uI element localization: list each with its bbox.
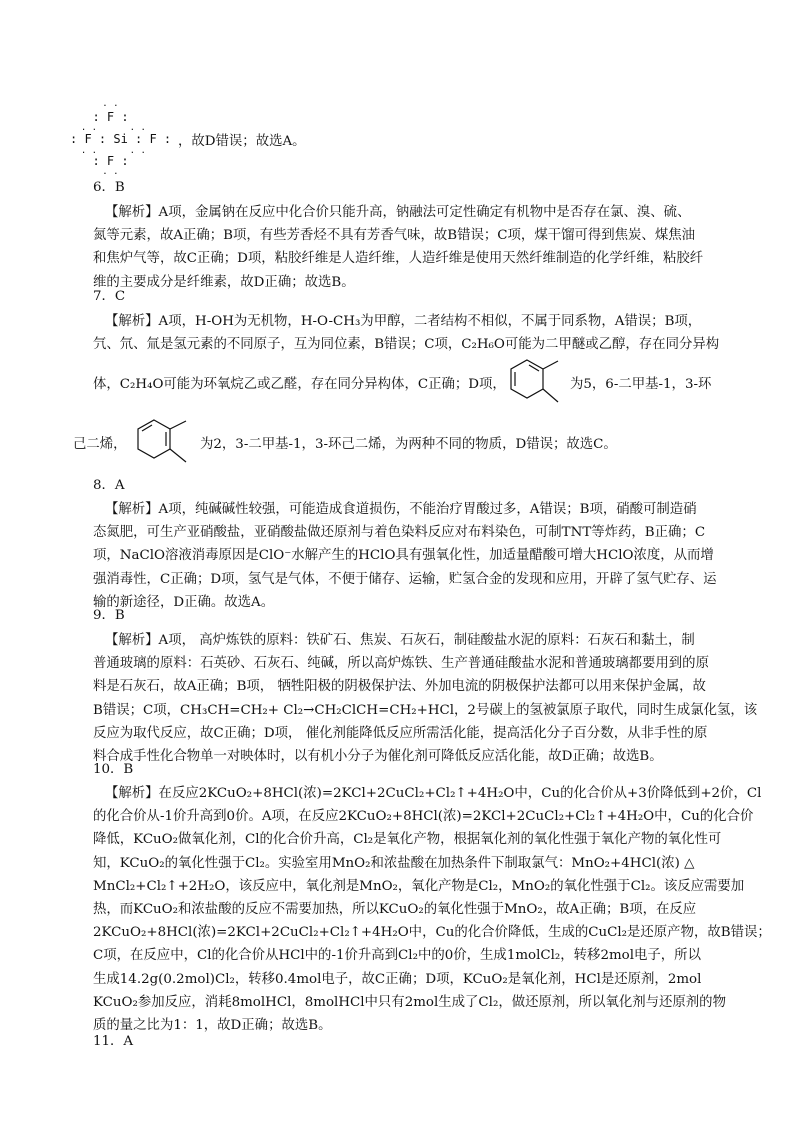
text-line: C项，在反应中，Cl的化合价从HCl中的-1价升高到Cl₂中的0价，生成1molCl₂，转移2mol电子，所以 xyxy=(93,948,701,964)
text-line: 料合成手性化合物单一对映体时，以有机小分子为催化剂可降低反应活化能，故D正确；故选B。 xyxy=(93,749,663,765)
answer-7-number: 7．C xyxy=(93,289,126,304)
answer-8-number: 8．A xyxy=(93,478,125,493)
text-line: 知，KCuO₂的氧化性强于Cl₂。实验室用MnO₂和浓盐酸在加热条件下制取氯气：MnO₂+4HCl(浓) △ xyxy=(93,855,695,871)
text-line: 反应为取代反应，故C正确；D项， 催化剂能降低反应所需活化能，提高活化分子百分数，从非手性的原 xyxy=(93,725,708,741)
answer-10-explanation xyxy=(93,782,771,1037)
text-line: 强消毒性，C正确；D项，氢气是气体，不便于储存、运输，贮氢合金的发现和应用，开辟了氢气贮存、运 xyxy=(93,571,717,587)
text-line: 降低，KCuO₂做氧化剂，Cl的化合价升高，Cl₂是氧化产物，根据氧化剂的氧化性强于氧化产物的氧化性可 xyxy=(93,832,722,848)
text-line: B错误；C项，CH₃CH=CH₂+ Cl₂→CH₂ClCH=CH₂+HCl，2号碳上的氢被氯原子取代，同时生成氯化氢，该 xyxy=(93,702,758,718)
text-line: 为2，3-二甲基-1，3-环己二烯，为两种不同的物质，D错误；故选C。 xyxy=(200,437,617,452)
text-line: 维的主要成分是纤维素，故D正确；故选B。 xyxy=(93,274,355,290)
answer-11-number: 11．A xyxy=(93,1034,134,1049)
text-line: 料是石灰石，故A正确；B项， 牺牲阳极的阴极保护法、外加电流的阴极保护法都可以用来保护金属，故 xyxy=(93,679,706,695)
text-line: 己二烯， xyxy=(73,437,127,452)
text-line: 和焦炉气等，故C正确；D项，粘胶纤维是人造纤维，人造纤维是使用天然纤维制造的化学纤维，粘胶纤 xyxy=(93,251,704,267)
text-line: 生成14.2g(0.2mol)Cl₂，转移0.4mol电子，故C正确；D项，KCuO₂是氧化剂，HCl是还原剂，2mol xyxy=(93,971,702,987)
answer-9-explanation xyxy=(93,629,758,768)
lewis-line-middle: : F : Si : F : xyxy=(70,132,172,146)
molecule-2-3-dimethyl-cyclohexadiene xyxy=(130,414,196,474)
document-page: . . : F : . . . . : F : Si : F : . . . . : F : . . ，故D错误；故选A。 6．B 【解析】A项，金属钠在反应中化合价只能升高，钠融法可定性确定有机物中是否存在氯、溴、硫、 氮等元素，故A正确；B项，有些芳香烃不具有芳香气味，故B错误；C项，煤干馏可得到焦炭、煤焦油 和焦炉气等，故C正确；D项，粘胶纤维是人造纤维，人造纤维是使用天然纤维制造的化学纤维，粘胶纤 维的主要成分是纤维素，故D正确；故选B。 7．C 【解析】A项，H-OH为无机物，H-O-CH₃为甲醇，二者结构不相似，不属于同系物，A错误；B项， 氕、氘、氚是氢元素的不同原子，互为同位素，B错误；C项，C₂H₆O可能为二甲醚或乙醇，存在同分异构 体，C₂H₄O可能为环氧烷乙或乙醛，存在同分异构体，C正确；D项， 为5，6-二甲基-1，3-环 己二烯， 为2，3-二甲基-1，3-环己二烯，为两种不同的物质，D错误；故选C。 8．A 【解析】A项，纯碱碱性较强，可能造成食道损伤，不能治疗胃酸过多，A错误；B项，硝酸可制造硝 态氮肥，可生产亚硝酸盐，亚硝酸盐做还原剂与着色染料反应对布料染色，可制TNT等炸药，B正确；C 项，NaClO溶液消毒原因是ClO⁻水解产生的HClO具有强氧化性，加适量醋酸可增大HClO浓度，从而增 强消毒性，C正确；D项，氢气是气体，不便于储存、运输，贮氢合金的发现和应用，开辟了氢气贮存、运 输的新途径，D正确。故选A。 9．B 【解析】A项， 高炉炼铁的原料：铁矿石、焦炭、石灰石，制硅酸盐水泥的原料：石灰石和黏土，制 普通玻璃的原料：石英砂、石灰石、纯碱，所以高炉炼铁、生产普通硅酸盐水泥和普通玻璃都要用到的原 料是石灰石，故A正确；B项， 牺牲阳极的阴极保护法、外加电流的阴极保护法都可以用来保护金属，故 B错误；C项，CH₃CH=CH₂+ Cl₂→CH₂ClCH=CH₂+HCl，2号碳上的氢被氯原子取代，同时生成氯化氢，该 反应为取代反应，故C正确；D项， 催化剂能降低反应所需活化能，提高活化分子百分数，从非手性的原 料合成手性化合物单一对映体时，以有机小分子为催化剂可降低反应活化能，故D正确；故选B。 10．B 【解析】在反应2KCuO₂+8HCl(浓)=2KCl+2CuCl₂+Cl₂↑+4H₂O中，Cu的化合价从+3价降低到+2价，Cl 的化合价从-1价升高到0价。A项，在反应2KCuO₂+8HCl(浓)=2KCl+2CuCl₂+Cl₂↑+4H₂O中，Cu的化合价 降低，KCuO₂做氧化剂，Cl的化合价升高，Cl₂是氧化产物，根据氧化剂的氧化性强于氧化产物的氧化性可 知，KCuO₂的氧化性强于Cl₂。实验室用MnO₂和浓盐酸在加热条件下制取氯气：MnO₂+4HCl(浓) △ MnCl₂+Cl₂↑+2H₂O，该反应中，氧化剂是MnO₂，氧化产物是Cl₂，MnO₂的氧化性强于Cl₂。该反应需要加 热，而KCuO₂和浓盐酸的反应不需要加热，所以KCuO₂的氧化性强于MnO₂，故A正确；B项，在反应 2KCuO₂+8HCl(浓)=2KCl+2CuCl₂+Cl₂↑+4H₂O中，Cu的化合价降低，生成的CuCl₂是还原产物，故B错误； C项，在反应中，Cl的化合价从HCl中的-1价升高到Cl₂中的0价，生成1molCl₂，转移2mol电子，所以 生成14.2g(0.2mol)Cl₂，转移0.4mol电子，故C正确；D项，KCuO₂是氧化剂，HCl是还原剂，2mol KCuO₂参加反应，消耗8molHCl，8molHCl中只有2mol生成了Cl₂，做还原剂，所以氧化剂与还原剂的物 质的量之比为1：1，故D正确；故选B。 11．A xyxy=(0,0,794,1123)
text-line: MnCl₂+Cl₂↑+2H₂O，该反应中，氧化剂是MnO₂，氧化产物是Cl₂，MnO₂的氧化性强于Cl₂。该反应需要加 xyxy=(93,878,745,894)
lewis-conclusion: ，故D错误；故选A。 xyxy=(178,134,306,149)
text-line: 为5，6-二甲基-1，3-环 xyxy=(570,377,712,392)
text-line: 态氮肥，可生产亚硝酸盐，亚硝酸盐做还原剂与着色染料反应对布料染色，可制TNT等炸药，B正确；C xyxy=(93,525,706,541)
text-line: KCuO₂参加反应，消耗8molHCl，8molHCl中只有2mol生成了Cl₂，做还原剂，所以氧化剂与还原剂的物 xyxy=(93,994,726,1010)
text-line: 体，C₂H₄O可能为环氧烷乙或乙醛，存在同分异构体，C正确；D项， xyxy=(93,377,506,392)
answer-10-number: 10．B xyxy=(93,762,134,777)
text-line: 质的量之比为1：1，故D正确；故选B。 xyxy=(93,1018,332,1034)
text-line: 【解析】A项， 高炉炼铁的原料：铁矿石、焦炭、石灰石，制硅酸盐水泥的原料：石灰石和黏土，制 xyxy=(105,633,695,648)
text-line: 的化合价从-1价升高到0价。A项，在反应2KCuO₂+8HCl(浓)=2KCl+2CuCl₂+Cl₂↑+4H₂O中，Cu的化合价 xyxy=(93,809,754,825)
text-line: 氮等元素，故A正确；B项，有些芳香烃不具有芳香气味，故B错误；C项，煤干馏可得到焦炭、煤焦油 xyxy=(93,228,695,244)
answer-6-explanation xyxy=(93,201,715,294)
text-line: 氕、氘、氚是氢元素的不同原子，互为同位素，B错误；C项，C₂H₆O可能为二甲醚或乙醇，存在同分异构 xyxy=(93,337,720,353)
answer-7-explanation xyxy=(93,310,720,356)
text-line: 【解析】在反应2KCuO₂+8HCl(浓)=2KCl+2CuCl₂+Cl₂↑+4H₂O中，Cu的化合价从+3价降低到+2价，Cl xyxy=(105,786,762,801)
text-line: 2KCuO₂+8HCl(浓)=2KCl+2CuCl₂+Cl₂↑+4H₂O中，Cu的化合价降低，生成的CuCl₂是还原产物，故B错误； xyxy=(93,925,771,941)
lewis-line-top: : F : xyxy=(78,110,129,124)
text-line: 项，NaClO溶液消毒原因是ClO⁻水解产生的HClO具有强氧化性，加适量醋酸可增大HClO浓度，从而增 xyxy=(93,548,714,564)
text-line: 【解析】A项，金属钠在反应中化合价只能升高，钠融法可定性确定有机物中是否存在氯、溴、硫、 xyxy=(105,205,691,220)
text-line: 普通玻璃的原料：石英砂、石灰石、纯碱，所以高炉炼铁、生产普通硅酸盐水泥和普通玻璃都要用到的原 xyxy=(93,656,709,672)
answer-6-number: 6．B xyxy=(93,180,125,195)
answer-8-explanation xyxy=(93,498,715,614)
answer-9-number: 9．B xyxy=(93,608,125,623)
text-line: 【解析】A项，纯碱碱性较强，可能造成食道损伤，不能治疗胃酸过多，A错误；B项，硝酸可制造硝 xyxy=(105,502,697,517)
text-line: 热，而KCuO₂和浓盐酸的反应不需要加热，所以KCuO₂的氧化性强于MnO₂，故A正确；B项，在反应 xyxy=(93,902,697,918)
text-line: 输的新途径，D正确。故选A。 xyxy=(93,594,275,610)
text-line: 【解析】A项，H-OH为无机物，H-O-CH₃为甲醇，二者结构不相似，不属于同系物，A错误；B项， xyxy=(105,314,702,329)
lewis-line-bottom: : F : xyxy=(78,154,129,168)
molecule-5-6-dimethyl-cyclohexadiene xyxy=(502,354,568,414)
